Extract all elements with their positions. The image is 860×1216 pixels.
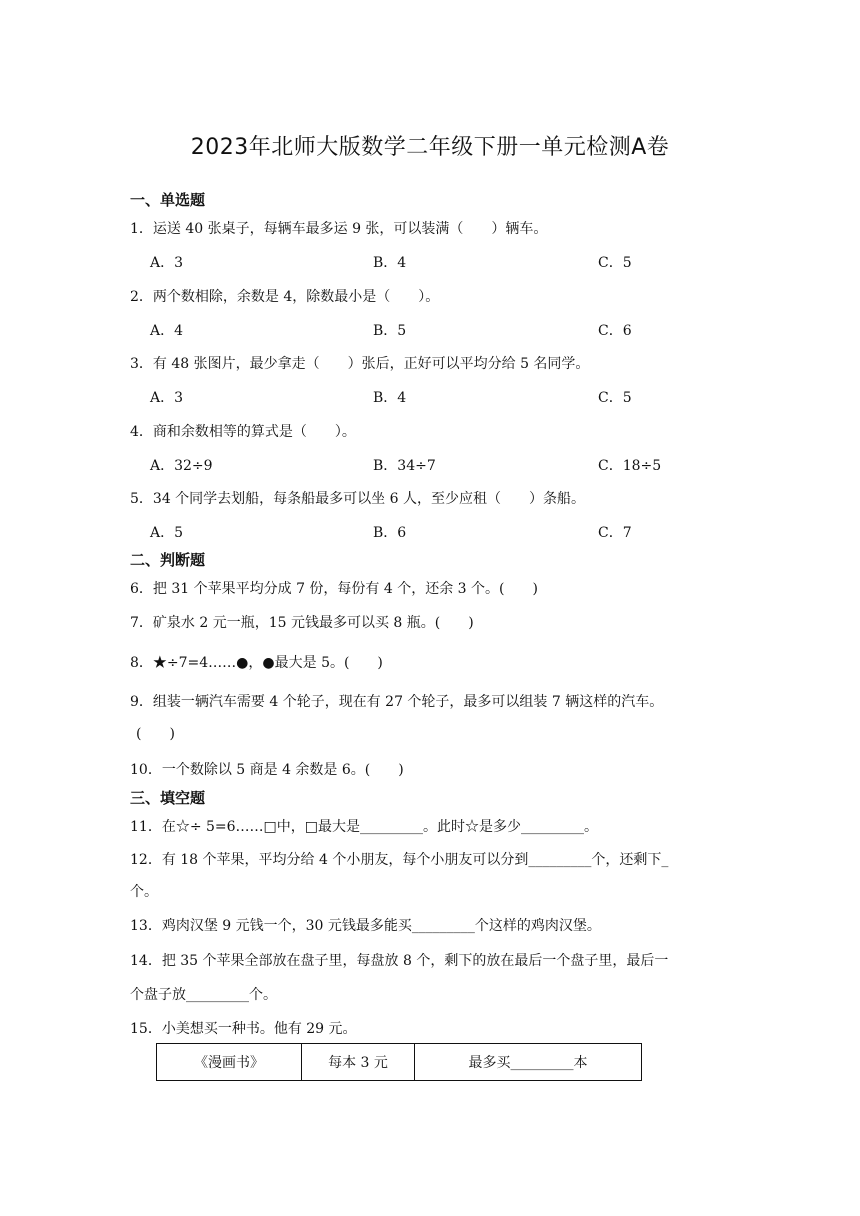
section-heading-true-false: 二、判断题 [130,551,206,569]
question-3: 3．有 48 张图片，最少拿走（ ）张后，正好可以平均分给 5 名同学。 [130,356,590,372]
option-a: A．3 [150,390,184,406]
question-6: 6．把 31 个苹果平均分成 7 份，每份有 4 个，还余 3 个。( ) [130,581,538,597]
option-b: B．5 [373,323,407,339]
option-b: B．34÷7 [373,458,436,474]
table-cell-max-buy: 最多买_________本 [415,1044,642,1081]
option-a: A．3 [150,255,184,271]
option-a: A．4 [150,323,184,339]
question-12: 12．有 18 个苹果，平均分给 4 个小朋友，每个小朋友可以分到_________个，还剩下_ [130,852,669,868]
section-heading-fill-blank: 三、填空题 [130,789,206,807]
option-c: C．5 [598,390,632,406]
question-9: 9．组装一辆汽车需要 4 个轮子，现在有 27 个轮子，最多可以组装 7 辆这样的汽车。 [130,694,664,710]
option-a: A．32÷9 [150,458,213,474]
question-12-continued: 个。 [130,884,158,900]
page-title: 2023年北师大版数学二年级下册一单元检测A卷 [190,135,670,160]
question-14: 14．把 35 个苹果全部放在盘子里，每盘放 8 个，剩下的放在最后一个盘子里，最后一 [130,953,669,969]
question-11: 11．在☆÷ 5=6……□中，□最大是_________。此时☆是多少_________。 [130,819,598,835]
option-b: B．4 [373,255,407,271]
option-b: B．4 [373,390,407,406]
question-4: 4．商和余数相等的算式是（ ）。 [130,424,356,440]
section-heading-single-choice: 一、单选题 [130,191,206,209]
option-c: C．7 [598,525,632,541]
option-b: B．6 [373,525,407,541]
option-c: C．6 [598,323,632,339]
question-8: 8．★÷7=4……●，●最大是 5。( ) [130,655,383,671]
question-13: 13．鸡肉汉堡 9 元钱一个，30 元钱最多能买_________个这样的鸡肉汉堡。 [130,918,601,934]
option-c: C．18÷5 [598,458,662,474]
table-cell-price: 每本 3 元 [302,1044,415,1081]
question-7: 7．矿泉水 2 元一瓶，15 元钱最多可以买 8 瓶。( ) [130,615,474,631]
question-9-bracket: ( ) [136,726,175,742]
option-a: A．5 [150,525,184,541]
question-15: 15．小美想买一种书。他有 29 元。 [130,1021,357,1037]
question-5: 5．34 个同学去划船，每条船最多可以坐 6 人，至少应租（ ）条船。 [130,491,585,507]
table-cell-book-name: 《漫画书》 [157,1044,302,1081]
option-c: C．5 [598,255,632,271]
question-10: 10．一个数除以 5 商是 4 余数是 6。( ) [130,762,404,778]
book-price-table [156,1043,642,1081]
question-1: 1．运送 40 张桌子，每辆车最多运 9 张，可以装满（ ）辆车。 [130,221,548,237]
table-row [157,1044,642,1081]
question-14-continued: 个盘子放_________个。 [130,987,277,1003]
question-2: 2．两个数相除，余数是 4，除数最小是（ ）。 [130,289,440,305]
